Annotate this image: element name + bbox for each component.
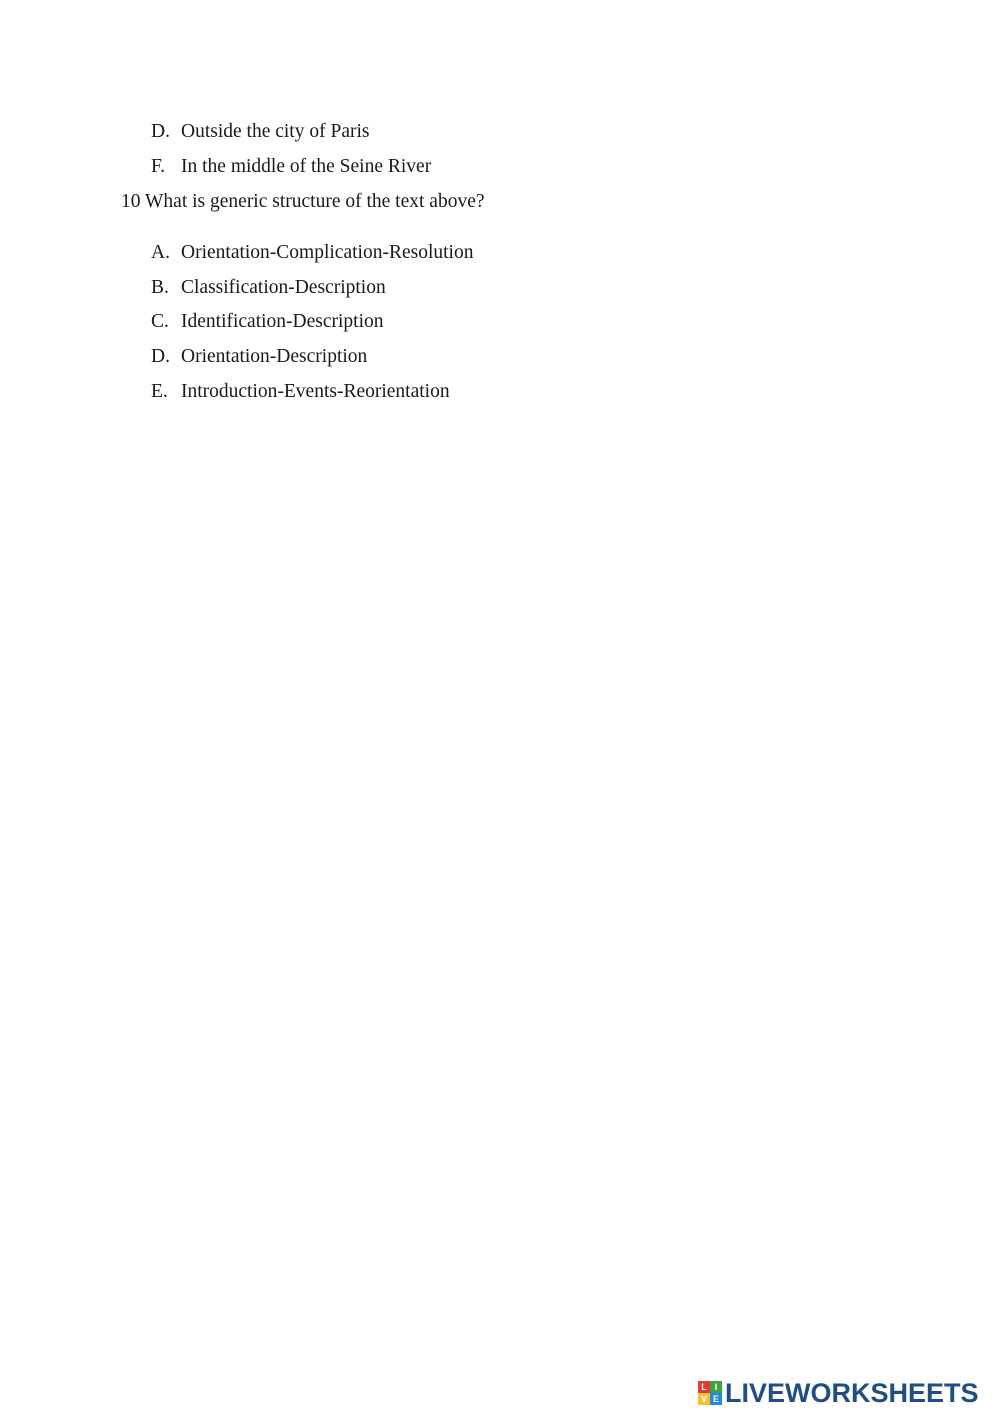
logo-letter-l: L (698, 1381, 710, 1393)
q10-option-d (151, 345, 367, 369)
q10-option-c (151, 310, 384, 334)
option-text: Identification-Description (181, 311, 384, 332)
q10-option-a (151, 241, 473, 265)
option-text: Outside the city of Paris (181, 121, 370, 142)
option-letter: F. (151, 156, 166, 177)
q10-option-e (151, 380, 450, 404)
question-10-prompt: 10 What is generic structure of the text above? (121, 191, 485, 212)
option-letter: D. (151, 346, 170, 367)
brand-name: LIVEWORKSHEETS (725, 1378, 979, 1408)
option-letter: E. (151, 381, 168, 402)
option-text: Orientation-Complication-Resolution (181, 242, 474, 263)
logo-letter-v: V (698, 1393, 710, 1405)
logo-letter-i: I (710, 1381, 722, 1393)
logo-letter-e: E (710, 1393, 722, 1405)
q9-option-d (151, 120, 369, 144)
option-letter: B. (151, 277, 169, 298)
liveworksheets-logo-icon (698, 1381, 722, 1405)
option-text: Introduction-Events-Reorientation (181, 381, 450, 402)
q10-option-b (151, 276, 386, 300)
liveworksheets-brand (698, 1377, 979, 1409)
option-letter: C. (151, 311, 169, 332)
option-text: Classification-Description (181, 277, 386, 298)
q9-option-f (151, 155, 431, 179)
option-text: In the middle of the Seine River (181, 156, 432, 177)
option-text: Orientation-Description (181, 346, 368, 367)
option-letter: A. (151, 242, 170, 263)
option-letter: D. (151, 121, 170, 142)
